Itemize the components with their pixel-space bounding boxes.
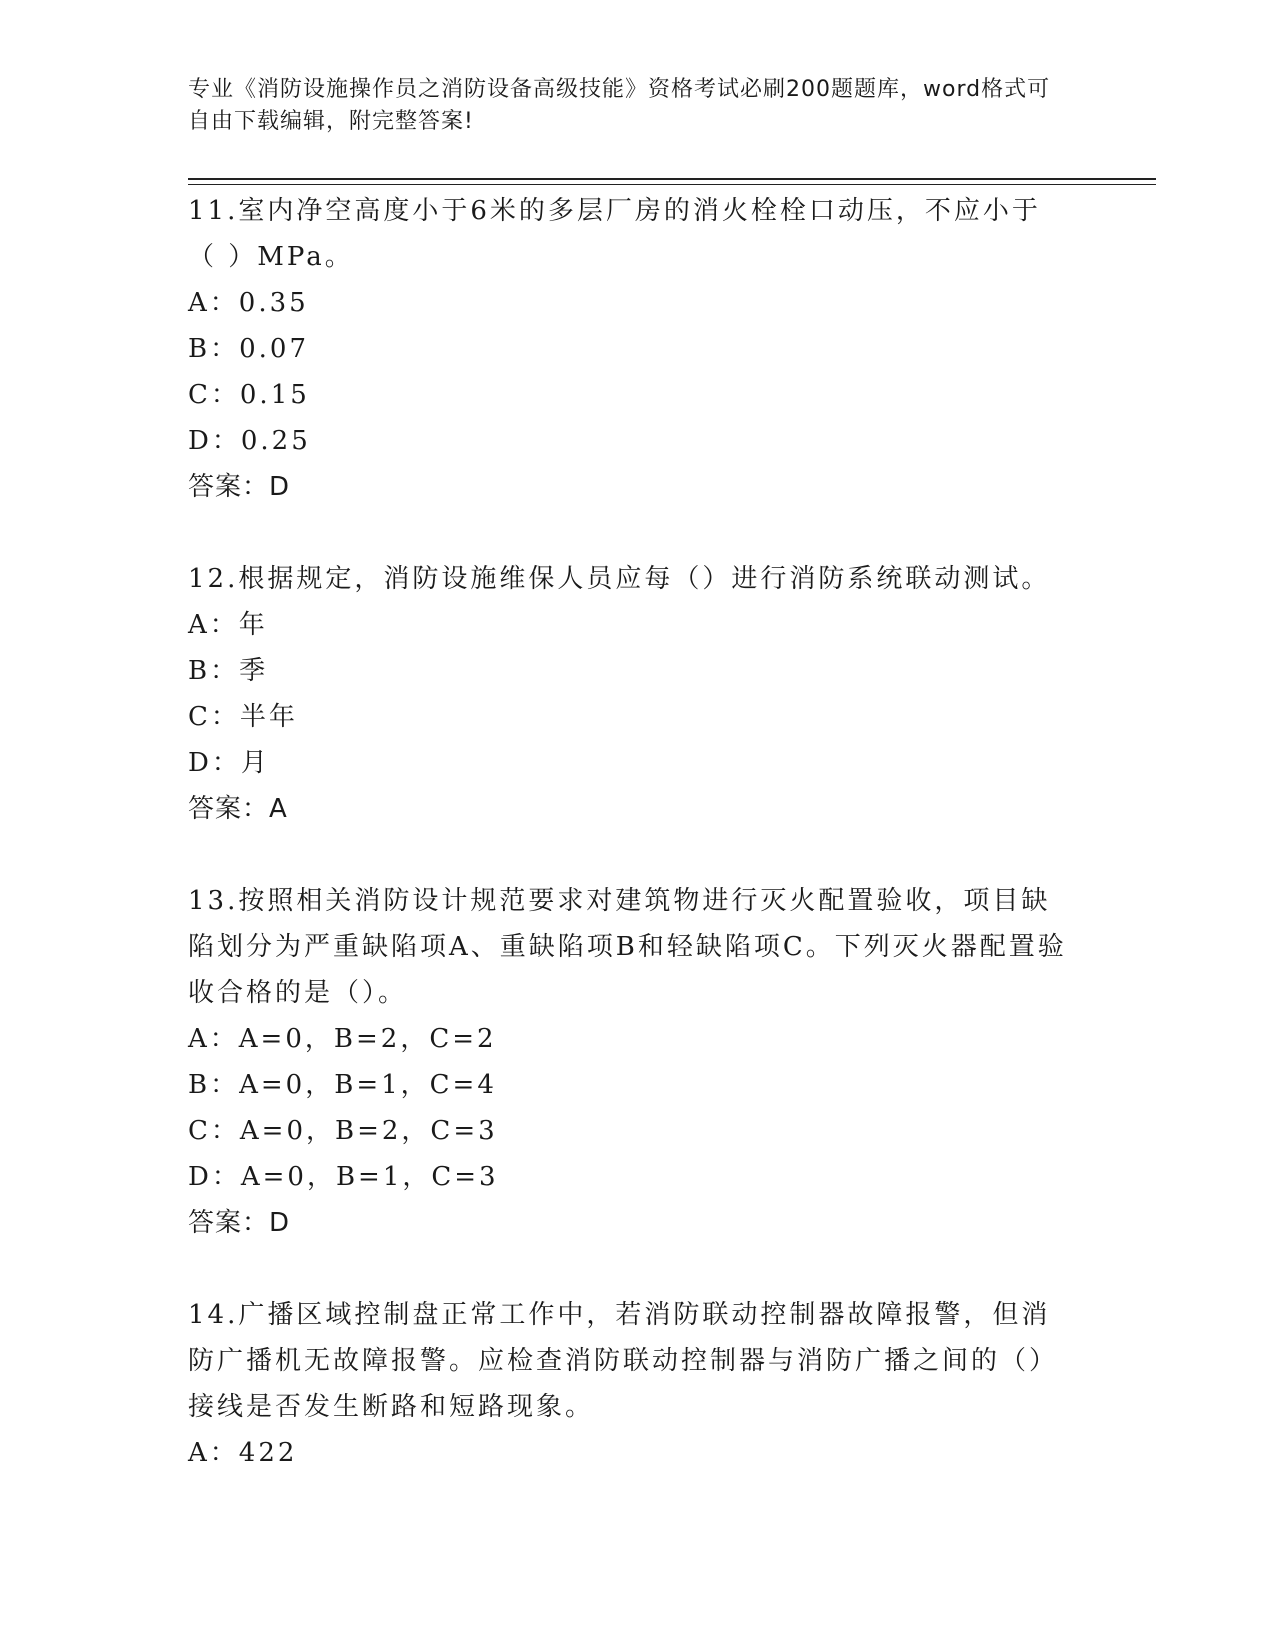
option-c: C：半年	[188, 702, 298, 732]
option-a: A：422	[188, 1438, 298, 1468]
option-b: B：A=0，B=1，C=4	[188, 1070, 497, 1100]
option-a: A：0.35	[188, 288, 309, 318]
option-a: A：A=0，B=2，C=2	[188, 1024, 497, 1054]
option-d: D：0.25	[188, 426, 311, 456]
option-b: B：季	[188, 656, 269, 686]
question-14	[188, 1292, 1088, 1476]
option-c: C：0.15	[188, 380, 310, 410]
question-stem: 11.室内净空高度小于6米的多层厂房的消火栓栓口动压，不应小于（ ）MPa。	[188, 196, 1041, 272]
question-stem: 12.根据规定，消防设施维保人员应每（）进行消防系统联动测试。	[188, 564, 1051, 594]
document-header: 专业《消防设施操作员之消防设备高级技能》资格考试必刷200题题库，word格式可自由下载编辑，附完整答案!	[188, 77, 1051, 134]
question-stem: 13.按照相关消防设计规范要求对建筑物进行灭火配置验收，项目缺陷划分为严重缺陷项A、重缺陷项B和轻缺陷项C。下列灭火器配置验收合格的是（）。	[188, 886, 1067, 1008]
option-a: A：年	[188, 610, 268, 640]
question-13	[188, 878, 1088, 1246]
option-c: C：A=0，B=2，C=3	[188, 1116, 498, 1146]
question-12	[188, 556, 1088, 832]
question-stem: 14.广播区域控制盘正常工作中，若消防联动控制器故障报警，但消防广播机无故障报警。应检查消防联动控制器与消防广播之间的（）接线是否发生断路和短路现象。	[188, 1300, 1059, 1422]
option-b: B：0.07	[188, 334, 309, 364]
answer-line: 答案：A	[188, 794, 288, 824]
option-d: D：月	[188, 748, 270, 778]
option-d: D：A=0，B=1，C=3	[188, 1162, 499, 1192]
question-list	[188, 188, 1088, 1522]
answer-line: 答案：D	[188, 472, 291, 502]
question-11	[188, 188, 1088, 510]
header-rule-thick	[188, 178, 1156, 180]
answer-line: 答案：D	[188, 1208, 291, 1238]
header-rule-thin	[188, 184, 1156, 185]
